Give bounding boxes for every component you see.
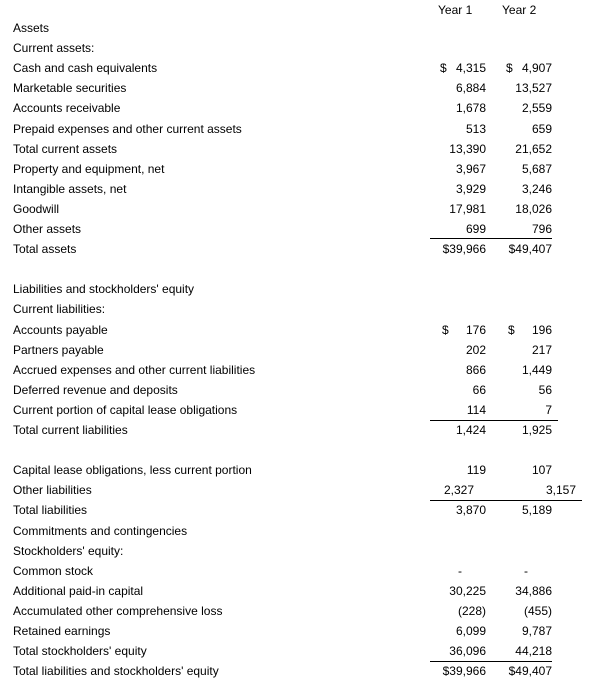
statement-row: [0, 179, 590, 199]
year-2-value: (455): [523, 603, 552, 618]
year-2-value: 7: [545, 402, 552, 417]
year-2-value: 56: [538, 382, 552, 397]
year-1-value-cell: [430, 139, 486, 159]
statement-row: [0, 159, 590, 179]
row-label: Total liabilities and stockholders' equity: [13, 664, 219, 679]
year-1-value: 66: [472, 382, 486, 397]
year-2-value-cell: [496, 521, 552, 541]
year-2-value: 196: [531, 322, 552, 337]
blank-row: [0, 259, 590, 279]
year-2-value-cell: [496, 259, 552, 279]
year-2-value: 5,189: [521, 503, 552, 518]
year-1-value-cell: [430, 420, 486, 440]
statement-row: [0, 219, 590, 239]
row-label: Common stock: [13, 563, 94, 578]
year-2-value-cell: [496, 18, 552, 38]
statement-row: [0, 661, 590, 681]
row-label: Current assets:: [13, 41, 95, 56]
year-1-value-cell: [430, 179, 486, 199]
year-1-value-cell: [430, 440, 486, 460]
year-2-value-cell: [496, 360, 552, 380]
statement-row: [0, 199, 590, 219]
current-liabilities-rule: [430, 420, 558, 421]
year-1-value: 1,424: [455, 423, 486, 437]
year-1-value-cell: [430, 360, 486, 380]
statement-row: [0, 340, 590, 360]
row-label: Partners payable: [13, 342, 104, 357]
year-2-value-cell: [496, 621, 552, 641]
year-2-value-cell: [496, 219, 552, 239]
row-label: Goodwill: [13, 201, 60, 216]
statement-row: [0, 460, 590, 480]
row-label: Marketable securities: [13, 81, 127, 96]
year-1-value: 513: [465, 121, 486, 136]
row-label: Assets: [13, 21, 50, 35]
year-1-value: 202: [465, 342, 486, 357]
year-1-value: 17,981: [449, 201, 486, 216]
year-1-value-cell: [430, 239, 486, 259]
year-1-value-cell: [430, 38, 486, 58]
statement-row: [0, 98, 590, 118]
statement-row: [0, 521, 590, 541]
year-2-value: 18,026: [515, 201, 552, 216]
year-2-value-cell: [496, 581, 552, 601]
year-1-value: $39,966: [442, 242, 486, 257]
row-label: Accounts receivable: [13, 101, 121, 116]
year-2-value-cell: [496, 279, 552, 299]
year-2-value: 4,907: [521, 61, 552, 76]
year-1-value-cell: [430, 259, 486, 279]
column-header-year-1: Year 1: [438, 3, 473, 17]
year-1-value-cell: [430, 78, 486, 98]
total-assets-rule: [430, 238, 552, 239]
row-label: Accounts payable: [13, 322, 108, 337]
year-2-value: 217: [531, 342, 552, 357]
year-2-value-cell: [496, 601, 552, 621]
year-1-value-cell: [430, 561, 486, 581]
year-2-value: 659: [531, 121, 552, 136]
year-2-value: 21,652: [515, 141, 552, 156]
statement-row: [0, 38, 590, 58]
year-2-value-cell: [496, 460, 552, 480]
row-label: Capital lease obligations, less current portion: [13, 463, 252, 478]
statement-row: [0, 239, 590, 259]
year-2-value: 34,886: [515, 583, 552, 598]
year-1-value-cell: [430, 541, 486, 561]
year-2-value-cell: [496, 480, 576, 500]
year-1-value-cell: [430, 58, 486, 78]
year-2-value: 107: [531, 463, 552, 478]
year-1-value-cell: [430, 320, 486, 340]
year-2-value: 1,449: [521, 362, 552, 377]
year-2-value: $49,407: [508, 242, 552, 257]
year-2-value: 3,246: [521, 181, 552, 196]
year-2-value: 796: [531, 222, 552, 236]
year-1-value: $39,966: [442, 664, 486, 679]
row-label: Liabilities and stockholders' equity: [13, 282, 195, 297]
year-2-value-cell: [496, 320, 552, 340]
year-1-value-cell: [430, 199, 486, 219]
year-2-value-cell: [496, 119, 552, 139]
statement-row: [0, 480, 590, 500]
statement-row: [0, 641, 590, 661]
statement-row: [0, 500, 590, 520]
statement-row: [0, 400, 590, 420]
currency-sign: $: [442, 322, 449, 337]
year-2-value-cell: [496, 400, 552, 420]
year-1-value: 866: [465, 362, 486, 377]
statement-row: [0, 360, 590, 380]
year-1-value: 114: [466, 402, 486, 417]
year-2-value-cell: [496, 98, 552, 118]
year-2-value: 44,218: [515, 644, 552, 659]
currency-sign: $: [440, 61, 447, 76]
year-1-value: -: [458, 563, 462, 578]
year-1-value-cell: [430, 480, 486, 500]
year-2-value-cell: [496, 58, 552, 78]
year-2-value: -: [524, 563, 528, 578]
row-label: Prepaid expenses and other current assets: [13, 121, 242, 136]
statement-row: [0, 561, 590, 581]
statement-row: [0, 18, 590, 38]
year-2-value: 1,925: [521, 423, 552, 437]
year-1-value: 3,929: [455, 181, 486, 196]
column-header-year-2: Year 2: [502, 3, 537, 17]
currency-sign: $: [506, 61, 513, 76]
year-1-value: 1,678: [455, 101, 486, 116]
year-1-value: 6,099: [455, 624, 486, 638]
year-1-value-cell: [430, 299, 486, 319]
year-2-value: 5,687: [521, 161, 552, 176]
year-1-value: 3,967: [455, 161, 486, 176]
year-2-value-cell: [496, 299, 552, 319]
statement-row: [0, 119, 590, 139]
row-label: Intangible assets, net: [13, 181, 127, 196]
year-1-value-cell: [430, 340, 486, 360]
row-label: Current portion of capital lease obligations: [13, 402, 238, 417]
year-1-value: 119: [466, 463, 486, 478]
year-1-value-cell: [430, 400, 486, 420]
row-label: Total current liabilities: [13, 423, 128, 437]
year-1-value: 176: [465, 322, 486, 337]
year-1-value: 3,870: [455, 503, 486, 518]
statement-row: [0, 299, 590, 319]
year-1-value: 13,390: [449, 141, 486, 156]
row-label: Stockholders' equity:: [13, 543, 124, 558]
row-label: Commitments and contingencies: [13, 523, 188, 538]
row-label: Accumulated other comprehensive loss: [13, 603, 223, 618]
year-1-value-cell: [430, 661, 486, 681]
year-1-value: (228): [457, 603, 486, 618]
year-1-value-cell: [430, 581, 486, 601]
year-2-value-cell: [496, 500, 552, 520]
year-1-value: 30,225: [449, 583, 486, 598]
year-2-value-cell: [496, 199, 552, 219]
statement-row: [0, 279, 590, 299]
row-label: Cash and cash equivalents: [13, 61, 158, 76]
year-1-value: 6,884: [455, 81, 486, 96]
year-1-value: 2,327: [443, 483, 474, 498]
row-label: Deferred revenue and deposits: [13, 382, 178, 397]
year-1-value-cell: [430, 159, 486, 179]
blank-row: [0, 440, 590, 460]
year-1-value-cell: [430, 119, 486, 139]
year-2-value-cell: [496, 139, 552, 159]
statement-row: [0, 320, 590, 340]
year-2-value: $49,407: [508, 664, 552, 679]
statement-row: [0, 621, 590, 641]
year-2-value-cell: [496, 380, 552, 400]
year-1-value-cell: [430, 98, 486, 118]
year-2-value-cell: [496, 561, 552, 581]
total-equity-rule: [430, 661, 552, 662]
statement-row: [0, 380, 590, 400]
statement-row: [0, 541, 590, 561]
row-label: Retained earnings: [13, 624, 111, 638]
currency-sign: $: [508, 322, 515, 337]
year-1-value: 699: [465, 222, 486, 236]
year-2-value-cell: [496, 179, 552, 199]
year-1-value-cell: [430, 521, 486, 541]
year-2-value: 9,787: [521, 624, 552, 638]
year-1-value-cell: [430, 460, 486, 480]
statement-row: [0, 581, 590, 601]
row-label: Total stockholders' equity: [13, 644, 147, 659]
year-2-value-cell: [496, 159, 552, 179]
row-label: Total assets: [13, 242, 77, 257]
row-label: Current liabilities:: [13, 302, 106, 317]
row-label: Additional paid-in capital: [13, 583, 144, 598]
year-2-value-cell: [496, 440, 552, 460]
year-2-value: 13,527: [515, 81, 552, 96]
year-2-value-cell: [496, 641, 552, 661]
year-1-value-cell: [430, 380, 486, 400]
year-1-value: 4,315: [455, 61, 486, 76]
statement-row: [0, 420, 590, 440]
row-label: Total current assets: [13, 141, 118, 156]
statement-row: [0, 601, 590, 621]
year-2-value-cell: [496, 38, 552, 58]
year-2-value: 3,157: [545, 483, 576, 498]
year-1-value-cell: [430, 641, 486, 661]
year-1-value-cell: [430, 621, 486, 641]
year-2-value-cell: [496, 78, 552, 98]
row-label: Other assets: [13, 222, 82, 236]
year-1-value-cell: [430, 18, 486, 38]
year-2-value: 2,559: [521, 101, 552, 116]
year-2-value-cell: [496, 541, 552, 561]
row-label: Accrued expenses and other current liabilities: [13, 362, 256, 377]
year-1-value-cell: [430, 279, 486, 299]
year-1-value-cell: [430, 601, 486, 621]
year-1-value-cell: [430, 500, 486, 520]
row-label: Total liabilities: [13, 503, 88, 518]
row-label: Other liabilities: [13, 483, 92, 498]
year-1-value: 36,096: [449, 644, 486, 659]
year-2-value-cell: [496, 340, 552, 360]
statement-row: [0, 58, 590, 78]
year-1-value-cell: [430, 219, 486, 239]
year-2-value-cell: [496, 420, 552, 440]
statement-row: [0, 139, 590, 159]
year-2-value-cell: [496, 239, 552, 259]
statement-row: [0, 78, 590, 98]
year-2-value-cell: [496, 661, 552, 681]
row-label: Property and equipment, net: [13, 161, 165, 176]
total-liabilities-rule: [430, 500, 582, 501]
